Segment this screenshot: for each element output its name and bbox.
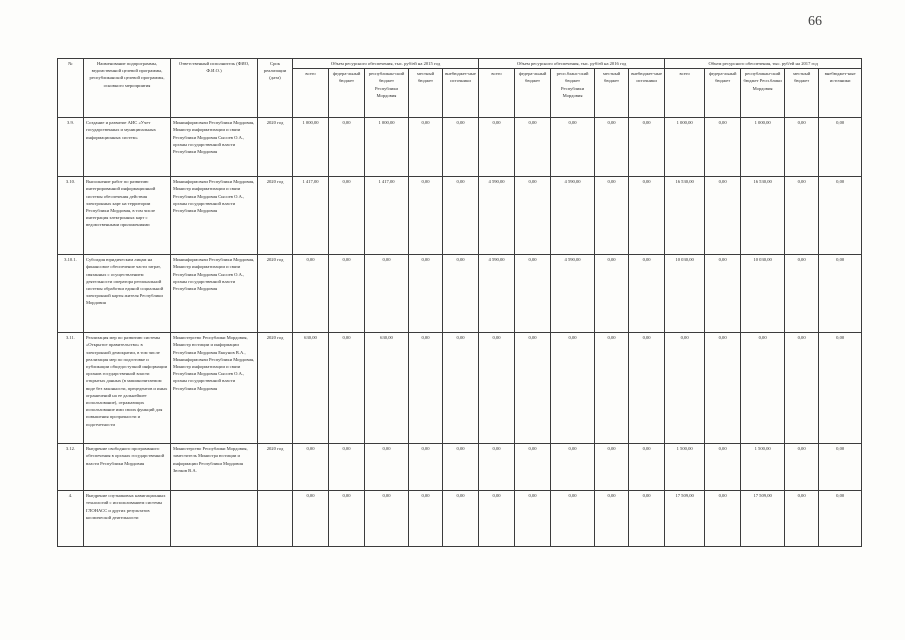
cell-value: 0,00 bbox=[443, 333, 479, 444]
cell-value: 630,00 bbox=[293, 333, 329, 444]
cell-value: 0,00 bbox=[409, 333, 443, 444]
cell-value: 10 030,00 bbox=[741, 255, 785, 333]
cell-value: 0,00 bbox=[515, 177, 551, 255]
cell-value: 17 509,00 bbox=[741, 491, 785, 547]
row-number: 3.10.1. bbox=[58, 255, 84, 333]
header-group-2016: Объем ресурсного обеспечения, тыс. руб/ей на 2016 год bbox=[479, 59, 665, 69]
cell-value: 16 530,00 bbox=[741, 177, 785, 255]
row-name: Создание и развитие АИС «Учет государственных и муниципальных информационных систем» bbox=[84, 118, 171, 177]
cell-value: 0,00 bbox=[819, 255, 862, 333]
cell-value: 0,00 bbox=[329, 444, 365, 491]
header-group-2017: Объем ресурсного обеспечения, тыс. руб/ей на 2017 год bbox=[665, 59, 862, 69]
cell-value: 0,00 bbox=[479, 491, 515, 547]
header-sub: всего bbox=[665, 69, 705, 118]
cell-value: 0,00 bbox=[329, 491, 365, 547]
cell-value: 0,00 bbox=[705, 118, 741, 177]
cell-value: 0,00 bbox=[515, 118, 551, 177]
cell-value: 0,00 bbox=[595, 255, 629, 333]
header-sub: местный бюджет bbox=[595, 69, 629, 118]
cell-value: 0,00 bbox=[365, 491, 409, 547]
header-group-2015: Объем ресурсного обеспечения, тыс. руб/ей на 2015 год bbox=[293, 59, 479, 69]
cell-value: 4 590,00 bbox=[479, 255, 515, 333]
cell-value: 0,00 bbox=[705, 177, 741, 255]
cell-value: 0,00 bbox=[785, 491, 819, 547]
header-term: Срок реализации (дата) bbox=[258, 59, 293, 118]
cell-value: 0,00 bbox=[629, 444, 665, 491]
table-row bbox=[58, 333, 862, 444]
table-row bbox=[58, 491, 862, 547]
row-executor: Мининформсвязи Республики Мордовия, Министр информатизации и связи Республики Мордовия Сысоев О.А., органы государственной власти Республики Мордовия bbox=[171, 255, 258, 333]
header-name: Наименование подпрограммы, ведомственной целевой программы, республиканской целевой программы, основного мероприятия bbox=[84, 59, 171, 118]
cell-value: 0,00 bbox=[595, 118, 629, 177]
cell-value: 1 000,00 bbox=[665, 118, 705, 177]
cell-value: 0,00 bbox=[819, 177, 862, 255]
cell-value: 0,00 bbox=[409, 177, 443, 255]
cell-value: 1 500,00 bbox=[665, 444, 705, 491]
row-term: 2020 год bbox=[258, 177, 293, 255]
header-sub: внебюджет-ные источники bbox=[629, 69, 665, 118]
table-row bbox=[58, 255, 862, 333]
header-sub: местный бюджет bbox=[409, 69, 443, 118]
header-sub: респ.бланс-ский бюджет Республики Мордовия bbox=[551, 69, 595, 118]
cell-value: 0,00 bbox=[365, 444, 409, 491]
cell-value: 0,00 bbox=[551, 333, 595, 444]
row-name: Внедрение свободного программного обеспечения в органах государственной власти Республики Мордовия bbox=[84, 444, 171, 491]
row-executor: Министерство Республики Мордовия, Министр юстиции и информации Республики Мордовия Еккунов В.А., Мининформсвязи Республики Мордовия, Министр информатизации и связи Республики Мордовия Сысоев О.А., органы государственной власти Республики Мордовия bbox=[171, 333, 258, 444]
header-sub: внебюджет-ные источники bbox=[819, 69, 862, 118]
cell-value: 0,00 bbox=[819, 444, 862, 491]
row-name: Реализация мер по развитию системы «Открытое правительство» в электронной демократии, в том числе реализация мер по подготовке и публикации общедоступной информации органов государственной власти открытых данных (в машиночитаемом виде без законности, прецедентов и иных ограничений на ее дальнейшее использование), отражающих использование ими своих функций для повышения прозрачности и подотчетности bbox=[84, 333, 171, 444]
cell-value: 630,00 bbox=[365, 333, 409, 444]
header-sub: федера-льный бюджет bbox=[705, 69, 741, 118]
cell-value: 0,00 bbox=[329, 255, 365, 333]
cell-value: 0,00 bbox=[819, 118, 862, 177]
cell-value: 0,00 bbox=[705, 491, 741, 547]
row-name: Внедрение спутниковых навигационных технологий с использованием системы ГЛОНАСС и других результатов космической деятельности bbox=[84, 491, 171, 547]
row-executor: Мининформсвязи Республики Мордовия, Министр информатизации и связи Республики Мордовия Сысоев О.А., органы государственной власти Республики Мордовия bbox=[171, 177, 258, 255]
cell-value: 0,00 bbox=[443, 491, 479, 547]
cell-value: 0,00 bbox=[443, 118, 479, 177]
header-sub: республикан-ский бюджет Респ.блики Мордовия bbox=[741, 69, 785, 118]
row-number: 4. bbox=[58, 491, 84, 547]
header-executor: Ответственный исполнитель (ФИО, Ф.И.О.) bbox=[171, 59, 258, 118]
cell-value: 0,00 bbox=[629, 255, 665, 333]
resource-table bbox=[57, 58, 862, 547]
cell-value: 0,00 bbox=[665, 333, 705, 444]
header-sub: всего bbox=[293, 69, 329, 118]
row-name: Субсидия юридическим лицам на финансовое обеспечение части затрат, связанных с осуществлением деятельности оператора региональной системы обработки единой социальной электронной карты жителя Республики Мордовия bbox=[84, 255, 171, 333]
cell-value: 0,00 bbox=[741, 333, 785, 444]
header-sub: федера-льный бюджет bbox=[329, 69, 365, 118]
cell-value: 0,00 bbox=[293, 444, 329, 491]
cell-value: 0,00 bbox=[515, 333, 551, 444]
cell-value: 0,00 bbox=[551, 491, 595, 547]
cell-value: 0,00 bbox=[785, 444, 819, 491]
row-number: 3.9. bbox=[58, 118, 84, 177]
cell-value: 0,00 bbox=[479, 333, 515, 444]
row-number: 3.11. bbox=[58, 333, 84, 444]
cell-value: 0,00 bbox=[365, 255, 409, 333]
row-number: 3.12. bbox=[58, 444, 84, 491]
row-term bbox=[258, 491, 293, 547]
row-executor: Министерство Республики Мордовия, заместитель Министра юстиции и информации Республики Мордовия Зюзков В.А. bbox=[171, 444, 258, 491]
table-row bbox=[58, 444, 862, 491]
row-name: Выполнение работ по развитию интегрированной информационной системы обеспечения действия электронных карт на территории Республики Мордовия, в том числе интеграция электронных карт с ведомственными приложениями bbox=[84, 177, 171, 255]
cell-value: 17 509,00 bbox=[665, 491, 705, 547]
cell-value: 0,00 bbox=[443, 444, 479, 491]
cell-value: 0,00 bbox=[595, 333, 629, 444]
cell-value: 0,00 bbox=[629, 118, 665, 177]
cell-value: 1 000,00 bbox=[365, 118, 409, 177]
cell-value: 0,00 bbox=[785, 333, 819, 444]
cell-value: 0,00 bbox=[595, 177, 629, 255]
cell-value: 0,00 bbox=[819, 333, 862, 444]
cell-value: 0,00 bbox=[409, 444, 443, 491]
cell-value: 0,00 bbox=[329, 118, 365, 177]
row-number: 3.10. bbox=[58, 177, 84, 255]
cell-value: 0,00 bbox=[293, 255, 329, 333]
cell-value: 4 590,00 bbox=[479, 177, 515, 255]
cell-value: 0,00 bbox=[705, 333, 741, 444]
cell-value: 0,00 bbox=[443, 177, 479, 255]
cell-value: 0,00 bbox=[329, 333, 365, 444]
cell-value: 0,00 bbox=[785, 255, 819, 333]
row-term: 2020 год bbox=[258, 118, 293, 177]
header-sub: всего bbox=[479, 69, 515, 118]
row-executor bbox=[171, 491, 258, 547]
cell-value: 0,00 bbox=[705, 444, 741, 491]
cell-value: 0,00 bbox=[329, 177, 365, 255]
cell-value: 1 417,00 bbox=[293, 177, 329, 255]
header-sub: федера-льный бюджет bbox=[515, 69, 551, 118]
table-row bbox=[58, 118, 862, 177]
cell-value: 0,00 bbox=[629, 333, 665, 444]
cell-value: 1 000,00 bbox=[741, 118, 785, 177]
table-row bbox=[58, 177, 862, 255]
cell-value: 0,00 bbox=[629, 491, 665, 547]
cell-value: 0,00 bbox=[293, 491, 329, 547]
page-number: 66 bbox=[808, 14, 822, 29]
header-sub: местный бюджет bbox=[785, 69, 819, 118]
cell-value: 0,00 bbox=[785, 177, 819, 255]
cell-value: 0,00 bbox=[595, 444, 629, 491]
header-no: № bbox=[58, 59, 84, 118]
cell-value: 0,00 bbox=[479, 118, 515, 177]
cell-value: 0,00 bbox=[443, 255, 479, 333]
row-term: 2020 год bbox=[258, 333, 293, 444]
cell-value: 0,00 bbox=[595, 491, 629, 547]
cell-value: 0,00 bbox=[409, 491, 443, 547]
cell-value: 0,00 bbox=[515, 255, 551, 333]
cell-value: 0,00 bbox=[409, 118, 443, 177]
row-executor: Мининформсвязи Республики Мордовия, Министр информатизации и связи Республики Мордовия Сысоев О.А., органы государственной власти Республики Мордовия bbox=[171, 118, 258, 177]
cell-value: 0,00 bbox=[629, 177, 665, 255]
header-sub: внебюджет-ные источники bbox=[443, 69, 479, 118]
cell-value: 0,00 bbox=[551, 118, 595, 177]
cell-value: 0,00 bbox=[705, 255, 741, 333]
cell-value: 1 000,00 bbox=[293, 118, 329, 177]
cell-value: 0,00 bbox=[479, 444, 515, 491]
cell-value: 1 417,00 bbox=[365, 177, 409, 255]
cell-value: 0,00 bbox=[785, 118, 819, 177]
cell-value: 1 500,00 bbox=[741, 444, 785, 491]
cell-value: 16 530,00 bbox=[665, 177, 705, 255]
row-term: 2020 год bbox=[258, 255, 293, 333]
cell-value: 0,00 bbox=[551, 444, 595, 491]
cell-value: 0,00 bbox=[515, 491, 551, 547]
row-term: 2020 год bbox=[258, 444, 293, 491]
header-sub: республикан-ский бюджет Республики Мордовия bbox=[365, 69, 409, 118]
cell-value: 10 030,00 bbox=[665, 255, 705, 333]
cell-value: 0,00 bbox=[819, 491, 862, 547]
cell-value: 4 590,00 bbox=[551, 177, 595, 255]
cell-value: 4 590,00 bbox=[551, 255, 595, 333]
cell-value: 0,00 bbox=[409, 255, 443, 333]
cell-value: 0,00 bbox=[515, 444, 551, 491]
